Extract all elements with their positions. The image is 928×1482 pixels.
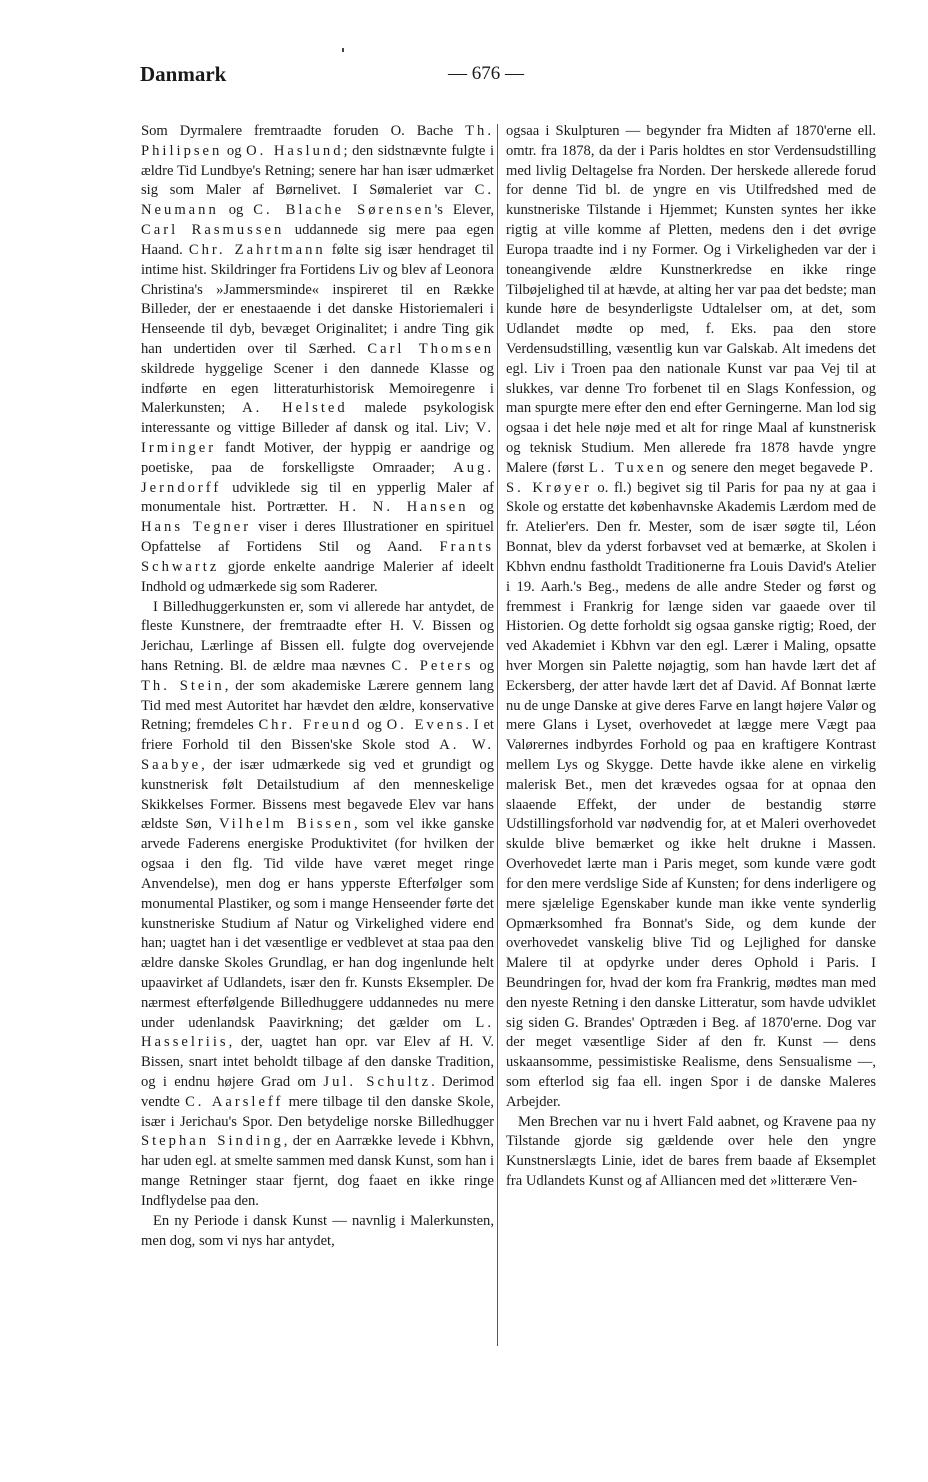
text-run: ; den sidstnævnte fulgte i ældre Tid Lundbye's Retning; senere har han især udmærket sig som Maler af Børnelivet. I Sømaleriet var xyxy=(141,142,494,199)
paragraph-p2 xyxy=(141,598,494,1212)
spaced-name: C. Neumann xyxy=(141,182,494,219)
text-run: Men Brechen var nu i hvert Fald aabnet, og Kravene paa ny Tilstande gjorde sig gældende over hele den yngre Kunstnerslægts Linie, idet de bares frem baade af Eksemplet fra Udlandets Kunst og af Alliancen med det »litterære Ven- xyxy=(506,1113,876,1190)
spaced-name: Frants Schwartz xyxy=(141,539,494,575)
spaced-name: Jul. Schultz xyxy=(323,1074,432,1090)
spaced-name: Carl Thomsen xyxy=(367,340,495,357)
paragraph-p5 xyxy=(506,1113,876,1192)
text-run: og xyxy=(362,717,387,734)
text-run: ogsaa i Skulpturen — begynder fra Midten af 1870'erne ell. omtr. fra 1878, da der i Paris holdtes en stor Verdensudstilling med livlig Deltagelse fra Norden. Der herskede allerede forud for denne Tid bl. de yngre en vis Utilfredshed med de kunstneriske Tilstande i Hjemmet; Kunsten syntes her ikke rigtig at ville komme af Pletten, medens den i det øvrige Europa traadte ind i ny Former. Og i Virkeligheden var der i toneangivende ældre Kunstnerkredse en ikke ringe Tilbøjelighed til at hævde, at alting her var paa det bedste; man kunde høre de besynderligste Udtalelser om, at det, som Udlandet mødte op med, f. Eks. paa den store Verdensudstilling, væsentlig kun var Galskab. Alt imedens det egl. Liv i Troen paa den nationale Kunst var paa Vej til at slukkes, var denne Tro forbenet til en Slags Konfession, og man spurgte mere efter den end efter Gerningerne. Man lod sig ogsaa i det hele nøje med et alt for ringe Maal af kunstnerisk og teknisk Studium. Men allerede fra 1878 havde yngre Malere (først xyxy=(506,123,876,476)
spaced-name: H. N. Hansen xyxy=(338,499,469,516)
spaced-name: Hans Tegner xyxy=(141,519,252,536)
column-divider xyxy=(497,124,498,1346)
spaced-name: L. Hasselriis xyxy=(141,1014,494,1051)
text-run: , der, uagtet han opr. var Elev af H. V. Bissen, snart intet beholdt tilbage af den danske Tradition, og i endnu højere Grad om xyxy=(141,1034,494,1090)
text-run: og senere den meget begavede xyxy=(666,459,860,476)
text-run: skildrede hyggelige Scener i den dannede Klasse og indførte en egen litteraturhistorisk Memoiregenre i Malerkunsten; xyxy=(141,360,494,417)
text-run: mere tilbage til den danske Skole, især i Jerichau's Spor. Den betydelige norske Billedhugger xyxy=(141,1093,494,1130)
spaced-name: L. Tuxen xyxy=(588,459,667,476)
spaced-name: A. W. Saabye xyxy=(141,737,495,773)
text-run: , der især udmærkede sig ved et grundigt og kunstnerisk følt Detailstudium af den menneskelige Skikkelses Former. Bissens mest begavede Elev var hans ældste Søn, xyxy=(141,757,494,833)
spaced-name: A. Helsted xyxy=(242,400,348,417)
text-run: malede psykologisk interessante og vittige Billeder af dansk og ital. Liv; xyxy=(141,400,494,437)
text-run: følte sig især hendraget til intime hist. Skildringer fra Fortidens Liv og blev af Leonora Christina's »Jammersminde« inspireret til en Række Billeder, der er enestaaende i det danske Historiemaleri i Henseende til dyb, bevæget Originalitet; i andre Ting gik han undertiden over til Særhed. xyxy=(141,241,494,357)
paragraph-p1 xyxy=(141,122,494,598)
text-run: uddannede sig mere paa egen Haand. xyxy=(141,222,494,258)
spaced-name: Chr. Zahrtmann xyxy=(188,241,326,258)
text-run: fandt Motiver, der hyppig er aandrige og poetiske, paa de forskelligste Omraader; xyxy=(141,440,494,476)
paragraph-p3 xyxy=(141,1212,494,1252)
text-run: udviklede sig til en ypperlig Maler af monumentale hist. Portrætter. xyxy=(141,479,494,516)
spaced-name: Th. Philipsen xyxy=(141,123,494,159)
spaced-name: Chr. Freund xyxy=(258,717,363,734)
left-text-column xyxy=(141,122,494,1251)
spaced-name: C. Aarsleff xyxy=(185,1093,284,1110)
running-head-section: Danmark xyxy=(140,62,227,86)
text-run: I Billedhuggerkunsten er, som vi allerede har antydet, de fleste Kunstnere, der fremtraadte efter H. V. Bissen og Jerichau, Lærlinge af Bissen ell. fulgte dog overvejende hans Retning. Bl. de ældre maa nævnes xyxy=(141,598,494,674)
spaced-name: C. Peters xyxy=(391,657,474,674)
text-run: 's Elever, xyxy=(434,202,495,219)
spaced-name: C. Blache Sørensen xyxy=(253,202,435,219)
text-run: og xyxy=(468,499,494,516)
text-run: viser i deres Illustrationer en spirituel Opfattelse af Fortidens Stil og Aand. xyxy=(141,519,494,556)
print-speck xyxy=(342,48,344,52)
text-run: , som vel ikke ganske arvede Faderens energiske Produktivitet (for hvilken der ogsaa i den flg. Tid vilde have været meget ringe Anvendelse), men dog er hans ypperste Efterfølger som monumental Plastiker, og som i mange Henseender førte det kunstneriske Studium af Natur og Virkelighed videre end han; uagtet han i det væsentlige er vedblevet at staa paa den ældre danske Skoles Grundlag, er han dog ingenlunde helt upaavirket af Udlandets, især den fr. Kunsts Eksempler. De nærmest efterfølgende Billedhuggere uddannedes nu mere under udenlandsk Paavirkning; det gælder om xyxy=(141,816,494,1031)
text-run: , der en Aarrække levede i Kbhvn, har uden egl. at smelte sammen med dansk Kunst, som han i mange Retninger staar fjernt, dog faaet en ikke ringe Indflydelse paa den. xyxy=(141,1133,495,1209)
spaced-name: O. Evens xyxy=(386,717,466,734)
text-run: gjorde enkelte aandrige Malerier af ideelt Indhold og udmærkede sig som Raderer. xyxy=(141,558,494,595)
text-run: og xyxy=(218,202,254,219)
text-run: og xyxy=(222,142,247,159)
paragraph-p4 xyxy=(506,122,876,1113)
spaced-name: Th. Stein xyxy=(141,677,225,694)
text-run: , der som akademiske Lærere gennem lang Tid med mest Autoritet har hævdet den ældre, konservative Retning; fremdeles xyxy=(141,677,494,734)
spaced-name: O. Haslund xyxy=(246,142,344,159)
spaced-name: Carl Rasmussen xyxy=(141,222,285,239)
text-run: En ny Periode i dansk Kunst — navnlig i Malerkunsten, men dog, som vi nys har antydet, xyxy=(141,1212,494,1249)
text-run: og xyxy=(473,657,495,674)
text-run: o. fl.) begivet sig til Paris for paa ny at gaa i Skole og erstatte det københavnske Akademis Lærdom med de fr. Atelier'ers. Den fr. Mester, som de især søgte til, Léon Bonnat, blev da yderst forbavset ved at bemærke, at Skolen i Kbhvn endnu fastholdt Traditionerne fra Louis David's Atelier i 19. Aarh.'s Beg., medens de alle andre Steder og først og fremmest i Frankrig for længe siden var gaaede over til Historien. Og dette forholdt sig ogsaa ganske rigtig; Roed, der ved Akademiet i Kbhvn var den egl. Lærer i Maling, opsatte hver Morgen sin Palette nøjagtig, som han havde lært det af Eckersberg, der atter havde lært det af David. Af Bonnat lærte nu de unge Danske at give deres Farve en langt højere Valør og mere Glans i Lyset, overhovedet at lægge mere Vægt paa Valørernes indbyrdes Forhold og paa en kraftigere Kontrast mellem Lys og Skygge. Dette havde ikke alene en virkelig malerisk Bet., men det krævedes ogsaa for at opnaa den slaaende Effekt, der under de bestandig større Udstillingsforhold var nødvendig for, at et Maleri overhovedet skulde blive bemærket og ikke helt drukne i Massen. Overhovedet lærte man i Paris meget, som kunde være godt for den mere verdslige Side af Kunsten; for dens inderligere og mere sjælelige Egenskaber kunde man ikke vente synderlig Opmærksomhed fra Bonnat's Side, og dem kunde der overhovedet vanskelig blive Tid og Lejlighed for danske Malere til at opdyrke under deres Ophold i Paris. I Beundringen for, hvad der kom fra Frankrig, mødtes man med den nyeste Retning i den danske Litteratur, som havde udviklet sig siden G. Brandes' Optræden i Beg. af 1870'erne. Dog var der meget væsentlige Sider af den fr. Kunst — dens uskaansomme, pessimistiske Realisme, dens Sensualisme —, som efterlod sig faa ell. ingen Spor i de danske Maleres Arbejder. xyxy=(506,479,876,1110)
text-run: . I et friere Forhold til den Bissen'ske Skole stod xyxy=(141,717,494,754)
spaced-name: V. Irminger xyxy=(141,420,494,456)
page-header xyxy=(0,62,928,94)
spaced-name: P. S. Krøyer xyxy=(506,459,877,496)
right-text-column xyxy=(506,122,876,1192)
text-run: Som Dyrmalere fremtraadte foruden O. Bache xyxy=(141,123,466,139)
spaced-name: Stephan Sinding xyxy=(141,1133,284,1150)
page-number: — 676 — xyxy=(448,63,524,84)
spaced-name: Vilhelm Bissen xyxy=(218,816,354,833)
text-run: . Derimod vendte xyxy=(141,1074,494,1110)
spaced-name: Aug. Jerndorff xyxy=(141,459,494,496)
